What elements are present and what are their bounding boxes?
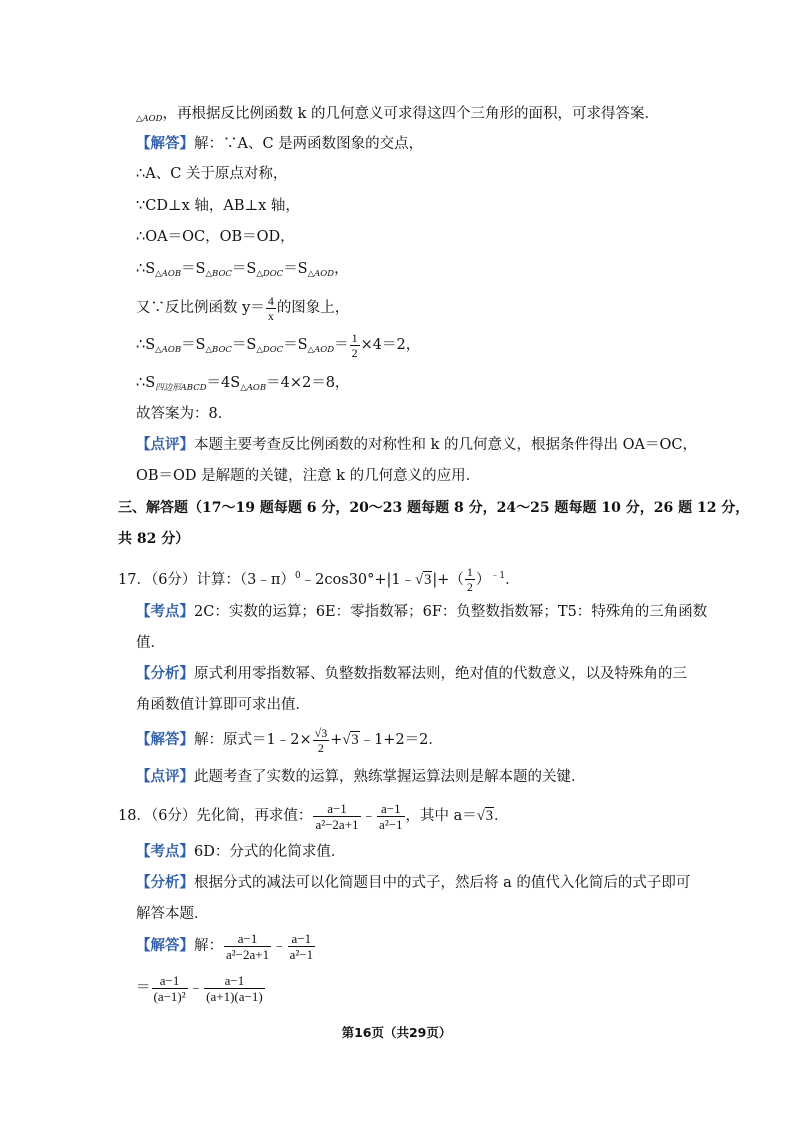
answer-tag: 【解答】 [136,937,194,954]
fraction: $\frac{a-1}{\text{a²−1}}$ [379,800,403,832]
point-line: 【考点】2C：实数的运算；6E：零指数幂；6F：负整数指数幂；T5：特殊角的三角函数 [136,603,708,620]
fraction: $\frac{√3}{2}$ [314,725,328,755]
text-line: 角函数值计算即可求出值． [136,697,310,713]
analysis-line: 【分析】根据分式的减法可以化简题目中的式子，然后将 a 的值代入化简后的式子即可 [136,874,691,891]
answer-tag: 【解答】 [136,731,194,748]
answer-tag: 【解答】 [136,135,194,152]
page-footer: 第16页（共29页） [341,1025,452,1040]
sqrt: √3 [415,571,432,588]
equation-line: $\therefore S_{\triangle AOB}=S_{\triangle BOC}=S_{\triangle DOC}=S_{\triangle AOD}$， [136,261,349,279]
point-line: 【考点】6D：分式的化简求值． [136,843,346,860]
answer-line: 【解答】解： $\frac{a-1}{\text{a²−2a+1}}$ ﹣ $\frac{a-1}{\text{a²−1}}$ [136,930,314,962]
text-line: ∴OA＝OC，OB＝OD， [136,229,295,245]
point-tag: 【考点】 [136,843,194,860]
analysis-tag: 【分析】 [136,665,194,682]
equation-line: $\therefore S_{\triangle AOB}=S_{\triangle BOC}=S_{\triangle DOC}=S_{\triangle AOD}=$ $\frac{1}{2}$ ×4＝2， [136,330,421,360]
analysis-tag: 【分析】 [136,874,194,891]
sqrt: √3 [476,808,494,824]
question-17: 17．（6分）计算：（3﹣π）$^0$﹣2cos30°+|1﹣√3|+（ $\frac{1}{2}$ ）$^{﹣1}$． [118,565,520,595]
sqrt: √3 [342,732,359,748]
question-18: 18．（6分）先化简，再求值： $\frac{a-1}{\text{a²−2a+1}}$ ﹣ $\frac{a-1}{\text{a²−1}}$ ，其中 a＝√3． [118,800,509,832]
equation-line: $\therefore S_{四边形ABCD}=4S_{\triangle AOB}=4\times 2=8$， [136,375,350,393]
comment-line: 【点评】此题考查了实数的运算，熟练掌握运算法则是解本题的关键． [136,768,586,785]
fraction: $\frac{4}{x}$ [267,293,274,323]
equation-line: ＝ $\frac{a-1}{\text{(a−1)²}}$ ﹣ $\frac{a-1}{(a+1)(a-1)}$ [136,972,263,1004]
fraction: $\frac{1}{2}$ [351,330,358,360]
text-line: OB＝OD 是解题的关键，注意 k 的几何意义的应用． [136,468,481,484]
fraction: $\frac{a-1}{\text{a²−2a+1}}$ [226,930,270,962]
equation-line: 又∵反比例函数 y＝ $\frac{4}{x}$ 的图象上， [136,293,350,323]
fraction: $\frac{a-1}{\text{a²−1}}$ [289,930,314,962]
analysis-line: 【分析】原式利用零指数幂、负整数指数幂法则，绝对值的代数意义，以及特殊角的三 [136,665,687,682]
text-line: 故答案为：8． [136,406,233,422]
comment-line: 【点评】本题主要考查反比例函数的对称性和 k 的几何意义，根据条件得出 OA＝OC， [136,436,697,453]
comment-tag: 【点评】 [136,768,194,785]
text-line: ∴A、C 关于原点对称， [136,166,288,182]
section-title: 三、解答题（17～19 题每题 6 分，20～23 题每题 8 分，24～25 题每题 10 分，26 题 12 分， [118,500,750,516]
answer-line: 【解答】解：原式＝1﹣2× $\frac{√3}{2}$ +√3﹣1+2＝2． [136,725,443,755]
fraction: $\frac{a-1}{(a+1)(a-1)}$ [206,972,263,1004]
section-title-cont: 共 82 分） [118,531,190,547]
fraction: $\frac{a-1}{\text{a²−2a+1}}$ [315,800,359,832]
text-line: ∵CD⊥x 轴，AB⊥x 轴， [136,198,300,214]
fraction: $\frac{1}{2}$ [466,565,473,595]
comment-tag: 【点评】 [136,436,194,453]
answer-line: 【解答】解：∵A、C 是两函数图象的交点， [136,135,424,152]
text-line: $_{\triangle AOD}$，再根据反比例函数 k 的几何意义可求得这四个三角形的面积，可求得答案． [136,106,659,124]
fraction: $\frac{a-1}{\text{(a−1)²}}$ [153,972,186,1004]
point-tag: 【考点】 [136,603,194,620]
text-line: 值． [136,635,165,651]
text-line: 解答本题． [136,906,209,922]
